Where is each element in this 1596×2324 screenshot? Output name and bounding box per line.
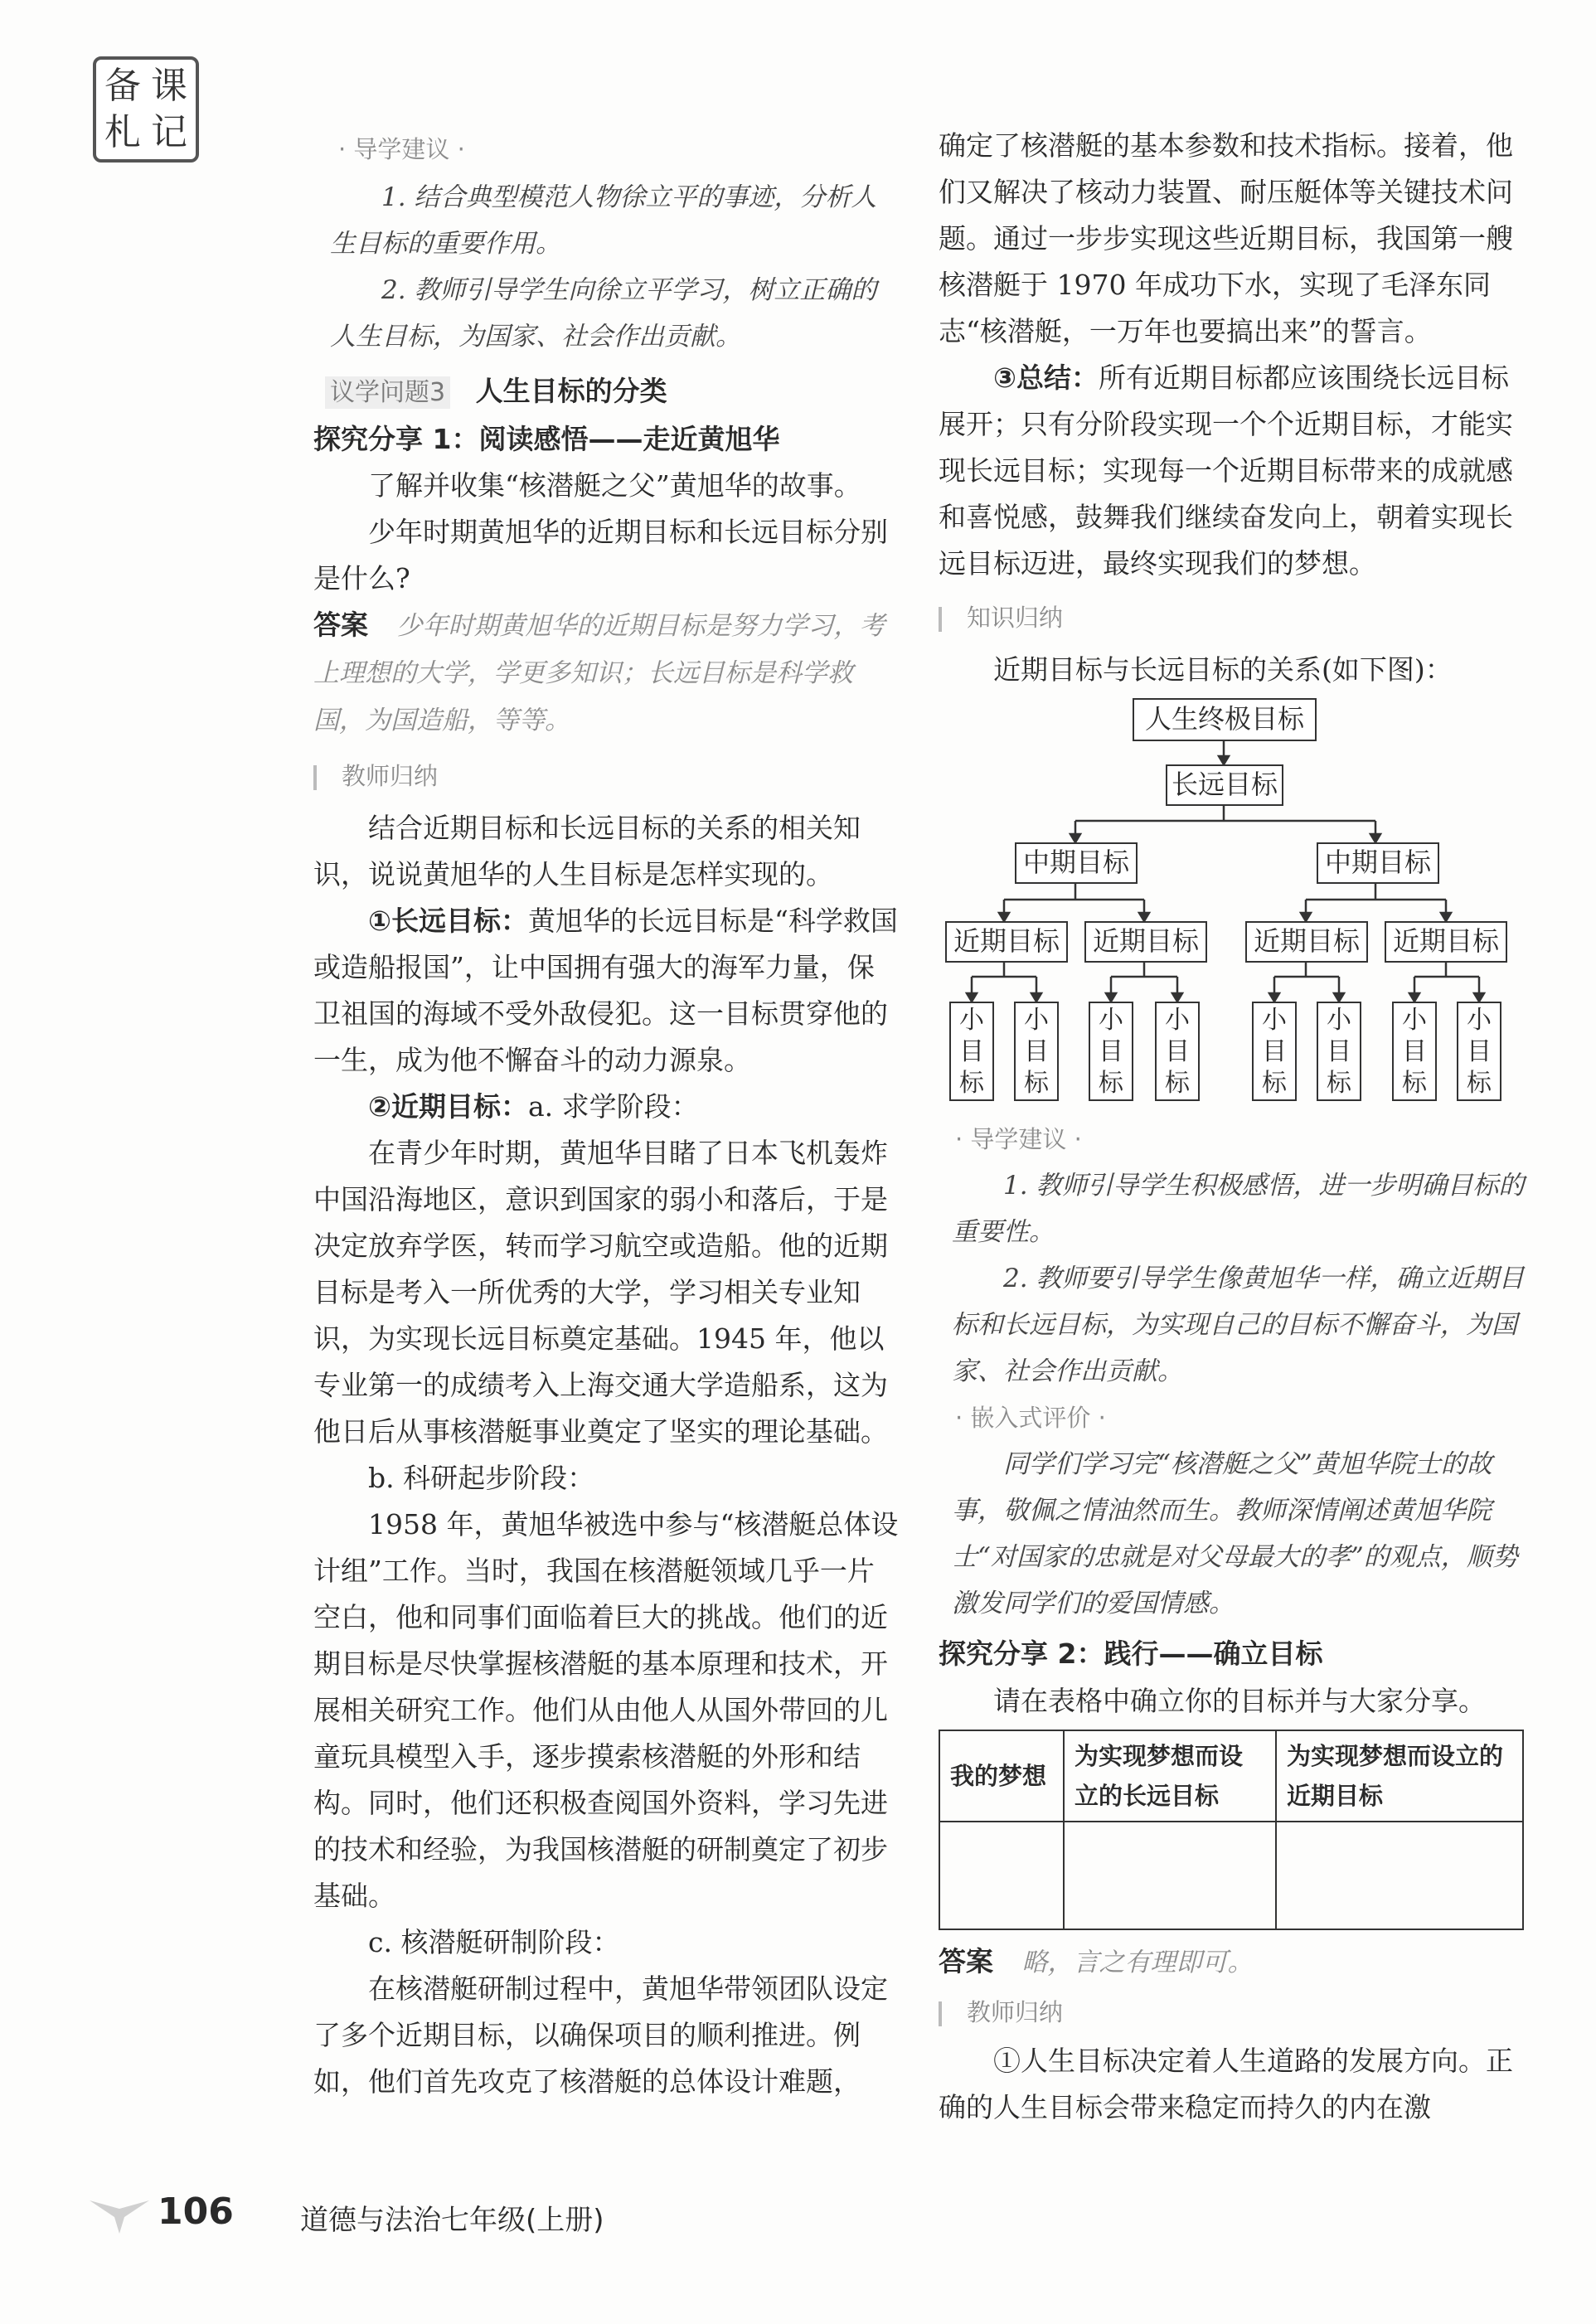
topic-tag: 议学问题3 bbox=[325, 376, 450, 409]
small-goal-node: 小目标 bbox=[1252, 1002, 1297, 1101]
explore2-title: 探究分享 2：践行——确立目标 bbox=[939, 1637, 1323, 1670]
answer-block bbox=[939, 1937, 1526, 1987]
conclusion-paragraph bbox=[939, 355, 1526, 587]
near-term-goal-node: 近期目标 bbox=[1245, 921, 1368, 963]
teacher-summary-label bbox=[939, 1987, 1526, 2038]
near-term-a: a. 求学阶段： bbox=[527, 1090, 699, 1123]
diagram-caption: 近期目标与长远目标的关系(如下图)： bbox=[993, 653, 1453, 686]
topic-heading bbox=[313, 368, 900, 416]
small-goal-node: 小目标 bbox=[1155, 1002, 1200, 1101]
mid-term-goal-node: 中期目标 bbox=[1015, 842, 1138, 884]
right-column-lower bbox=[939, 1116, 1526, 2131]
ultimate-goal-node: 人生终极目标 bbox=[1133, 698, 1317, 741]
final-paragraph: ①人生目标决定着人生道路的发展方向。正确的人生目标会带来稳定而持久的内在激 bbox=[939, 2045, 1513, 2123]
long-term-head: ①长远目标： bbox=[368, 905, 528, 937]
guide-label: · 导学建议 · bbox=[955, 1125, 1082, 1153]
guide-paragraph: 2. 教师要引导学生像黄旭华一样，确立近期目标和长远目标，为实现自己的目标不懈奋斗，为国家、社会作出贡献。 bbox=[952, 1264, 1525, 1386]
table-header: 为实现梦想而设立的长远目标 bbox=[1064, 1730, 1276, 1822]
near-term-c-text: 在核潜艇研制过程中，黄旭华带领团队设定了多个近期目标，以确保项目的顺利推进。例如，他们首先攻克了核潜艇的总体设计难题， bbox=[313, 1972, 888, 2098]
goal-hierarchy-diagram bbox=[939, 695, 1526, 1109]
summary-intro: 结合近期目标和长远目标的关系的相关知识，说说黄旭华的人生目标是怎样实现的。 bbox=[313, 812, 861, 890]
small-goal-node: 小目标 bbox=[1392, 1002, 1437, 1101]
near-term-goal-node: 近期目标 bbox=[945, 921, 1068, 963]
topic-title: 人生目标的分类 bbox=[475, 375, 667, 407]
teacher-label-text: 教师归纳 bbox=[967, 1998, 1064, 2026]
table-row bbox=[939, 1822, 1523, 1929]
embedded-eval-label: · 嵌入式评价 · bbox=[955, 1404, 1106, 1432]
guide-paragraph: 1. 结合典型模范人物徐立平的事迹，分析人生目标的重要作用。 bbox=[330, 182, 877, 259]
explore2-paragraph: 请在表格中确立你的目标并与大家分享。 bbox=[993, 1685, 1486, 1717]
stamp-char: 备 bbox=[104, 65, 141, 107]
page-footer bbox=[86, 2189, 832, 2247]
long-term-paragraph bbox=[313, 898, 900, 1084]
knowledge-label-text: 知识归纳 bbox=[967, 604, 1064, 632]
stamp-char: 札 bbox=[104, 111, 141, 153]
left-column bbox=[313, 124, 900, 2105]
answer-block bbox=[313, 602, 900, 744]
page-number: 106 bbox=[158, 2191, 234, 2233]
right-column bbox=[939, 123, 1526, 693]
notes-stamp bbox=[93, 56, 199, 163]
near-term-a-text: 在青少年时期，黄旭华目睹了日本飞机轰炸中国沿海地区，意识到国家的弱小和落后，于是决定放弃学医，转而学习航空或造船。他的近期目标是考入一所优秀的大学，学习相关专业知识，为实现长远目标奠定基础。1945 年，他以专业第一的成绩考入上海交通大学造船系，这为他日后从事核潜艇事业奠定了坚实的理论基础。 bbox=[313, 1137, 888, 1448]
table-cell[interactable] bbox=[939, 1822, 1064, 1929]
near-term-c: c. 核潜艇研制阶段： bbox=[368, 1926, 620, 1958]
guide-paragraph: 2. 教师引导学生向徐立平学习，树立正确的人生目标，为国家、社会作出贡献。 bbox=[330, 275, 877, 352]
knowledge-label bbox=[939, 589, 1526, 647]
small-goal-node: 小目标 bbox=[1457, 1002, 1501, 1101]
explore1-question: 少年时期黄旭华的近期目标和长远目标分别是什么? bbox=[313, 516, 888, 594]
explore1-title: 探究分享 1：阅读感悟——走近黄旭华 bbox=[313, 423, 780, 455]
near-term-paragraph bbox=[313, 1084, 900, 1130]
embedded-eval-text: 同学们学习完“核潜艇之父”黄旭华院士的故事，敬佩之情油然而生。教师深情阐述黄旭华院士“对国家的忠就是对父母最大的孝”的观点，顺势激发同学们的爱国情感。 bbox=[952, 1449, 1518, 1618]
table-header-row bbox=[939, 1730, 1523, 1822]
near-term-goal-node: 近期目标 bbox=[1385, 921, 1507, 963]
guide-label: · 导学建议 · bbox=[338, 135, 465, 163]
small-goal-node: 小目标 bbox=[1014, 1002, 1059, 1101]
small-goal-node: 小目标 bbox=[1317, 1002, 1361, 1101]
answer-text: 少年时期黄旭华的近期目标是努力学习，考上理想的大学，学更多知识；长远目标是科学救国，为国造船，等等。 bbox=[313, 611, 885, 735]
conclusion-text: 所有近期目标都应该围绕长远目标展开；只有分阶段实现一个个近期目标，才能实现长远目标；实现每一个近期目标带来的成就感和喜悦感，鼓舞我们继续奋发向上，朝着实现长远目标迈进，最终实现我们的梦想。 bbox=[939, 361, 1513, 580]
table-header: 为实现梦想而设立的近期目标 bbox=[1276, 1730, 1523, 1822]
answer-label: 答案 bbox=[313, 609, 368, 641]
answer-text: 略，言之有理即可。 bbox=[1021, 1948, 1254, 1977]
table-cell[interactable] bbox=[1276, 1822, 1523, 1929]
small-goal-node: 小目标 bbox=[1089, 1002, 1133, 1101]
long-term-text: 黄旭华的长远目标是“科学救国或造船报国”，让中国拥有强大的海军力量，保卫祖国的海域不受外敌侵犯。这一目标贯穿他的一生，成为他不懈奋斗的动力源泉。 bbox=[313, 905, 898, 1076]
goal-table bbox=[939, 1730, 1524, 1930]
long-term-goal-node: 长远目标 bbox=[1166, 764, 1283, 806]
guide-paragraph: 1. 教师引导学生积极感悟，进一步明确目标的重要性。 bbox=[952, 1171, 1525, 1247]
answer-label: 答案 bbox=[939, 1945, 993, 1977]
explore1-paragraph: 了解并收集“核潜艇之父”黄旭华的故事。 bbox=[368, 469, 861, 502]
teacher-summary-label bbox=[313, 747, 900, 805]
near-term-head: ②近期目标： bbox=[368, 1090, 528, 1123]
continued-paragraph: 确定了核潜艇的基本参数和技术指标。接着，他们又解决了核动力装置、耐压艇体等关键技术问题。通过一步步实现这些近期目标，我国第一艘核潜艇于 1970 年成功下水，实现了毛泽东同志“核潜艇，一万年也要搞出来”的誓言。 bbox=[939, 129, 1513, 347]
section-bar bbox=[939, 607, 942, 632]
near-term-goal-node: 近期目标 bbox=[1084, 921, 1207, 963]
near-term-b: b. 科研起步阶段： bbox=[368, 1462, 595, 1494]
stamp-char: 课 bbox=[151, 65, 187, 107]
table-cell[interactable] bbox=[1064, 1822, 1276, 1929]
near-term-b-text: 1958 年，黄旭华被选中参与“核潜艇总体设计组”工作。当时，我国在核潜艇领域几乎一片空白，他和同事们面临着巨大的挑战。他们的近期目标是尽快掌握核潜艇的基本原理和技术，开展相关研究工作。他们从由他人从国外带回的儿童玩具模型入手，逐步摸索核潜艇的外形和结构。同时，他们还积极查阅国外资料，学习先进的技术和经验，为我国核潜艇的研制奠定了初步基础。 bbox=[313, 1508, 899, 1912]
teacher-label-text: 教师归纳 bbox=[342, 762, 439, 790]
table-header: 我的梦想 bbox=[939, 1730, 1064, 1822]
conclusion-head: ③总结： bbox=[993, 361, 1099, 394]
stamp-char: 记 bbox=[151, 111, 187, 153]
mid-term-goal-node: 中期目标 bbox=[1317, 842, 1439, 884]
footer-arrow-icon bbox=[86, 2192, 153, 2239]
book-title: 道德与法治七年级(上册) bbox=[300, 2204, 604, 2237]
section-bar bbox=[939, 2001, 942, 2026]
section-bar bbox=[313, 765, 317, 790]
small-goal-node: 小目标 bbox=[949, 1002, 994, 1101]
